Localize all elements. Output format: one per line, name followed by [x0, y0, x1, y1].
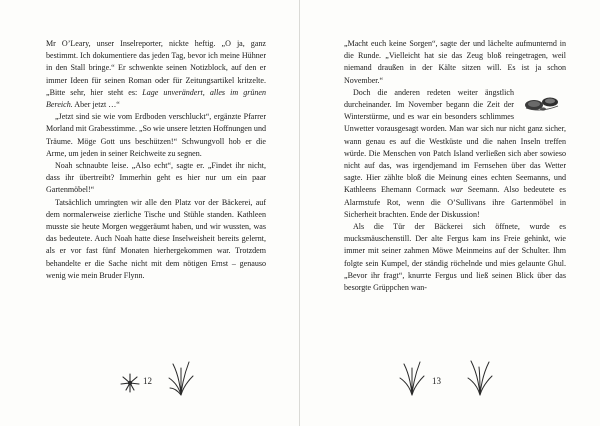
text-run: Noah schnaubte leise. „Also echt“, sagte er. „Findet ihr nicht, dass ihr übertreibt? Immerhin geht es hier nur um ein paar Gartenmöbel!“ [46, 161, 266, 195]
flower-icon [119, 372, 141, 394]
text-run: Doch die anderen redeten weiter ängstlich durcheinander. Im November begann die Zeit der Winterstürme, und es war ein besonders schlimmes Unwetter vorausgesagt worden. Man war sich nur nicht ganz sicher, wann genau es auf die Westküste und die nahen Inseln treffen würde. Die Menschen von Patch Island verließen sich aber sowieso nicht auf das, was irgendjemand im Fernsehen über das Wetter sagte. Hier zählte bloß die Meinung eines echten Seemanns, und Kathleens Ehemann Cormack [344, 87, 566, 195]
text-run: Als die Tür der Bäckerei sich öffnete, wurde es mucksmäuschenstill. Der alte Fergus kam ins Freie gehinkt, wie immer mit seiner zahmen Möwe Meinmeins auf der Schulter. Ihm folgte sein Kumpel, der ständig röchelnde und mies gelaunte Ghul. „Bevor ihr fragt“, knurrte Fergus und ließ seinen Blick über das besorgte Grüppchen wan- [344, 222, 566, 293]
text-run: „Jetzt sind sie wie vom Erdboden verschluckt“, ergänzte Pfarrer Morland mit Grabesstimme. „So wie unsere letzten Hoffnungen und Träume. Möge Gott uns beschützen!“ Schwungvoll hob er die Arme, um jeden in seiner Reichweite zu segnen. [46, 112, 266, 158]
grass-tuft-icon [466, 358, 494, 396]
text-run: Tatsächlich umringten wir alle den Platz vor der Bäckerei, auf dem normalerweise zierliche Tische und Stühle standen. Kathleen musste sie heute Morgen weggeräumt haben, und wir wussten, was das bedeutete. Auch Noah hatte diese Inselweisheit bereits gelernt, als er vor fast fünf Monaten hierhergekommen war. Trotzdem behandelte er die Sache nicht mit dem nötigen Ernst – genauso wenig wie mein Bruder Flynn. [46, 197, 266, 280]
text-run: Aber jetzt …“ [72, 100, 120, 110]
grass-tuft-icon [398, 360, 426, 396]
text-paragraph [344, 221, 566, 294]
text-paragraph [46, 160, 266, 197]
right-page-text [344, 38, 566, 294]
emphasized-text: Lage unverändert, alles im grünen Bereich. [46, 87, 266, 110]
right-page [300, 0, 600, 426]
text-run: „Macht euch keine Sorgen“, sagte der und lächelte aufmunternd in die Runde. „Vielleicht hat sie das Zeug bloß reingetragen, weil niemand draußen in der Kälte sitzen will. Es ist ja schon November.“ [344, 39, 566, 85]
page-number: 12 [143, 376, 152, 386]
text-run: Seemann. Also bedeutete es Alarmstufe Rot, wenn die O’Sullivans ihre Gartenmöbel in Sicherheit brachten. Ende der Diskussion! [344, 185, 566, 219]
pebbles-illustration [520, 89, 566, 117]
text-paragraph [46, 38, 266, 111]
right-page-footer [388, 370, 508, 400]
text-paragraph [46, 197, 266, 282]
text-paragraph [46, 111, 266, 160]
page-number: 13 [432, 376, 441, 386]
emphasized-text: war [450, 185, 463, 195]
text-paragraph [344, 87, 566, 221]
left-page-text [46, 38, 266, 282]
left-page-footer [105, 370, 225, 400]
text-run: Mr O’Leary, unser Inselreporter, nickte heftig. „O ja, ganz bestimmt. Ich dokumentiere das jeden Tag, bevor ich meine Hühner in den Stall bringe.“ Er schwenkte seinen Notizblock, auf den er immer Ideen für seinen Roman oder für Zeitungsartikel kritzelte. „Bitte sehr, hier steht es: [46, 39, 266, 97]
text-paragraph [344, 38, 566, 87]
grass-tuft-icon [167, 360, 195, 396]
